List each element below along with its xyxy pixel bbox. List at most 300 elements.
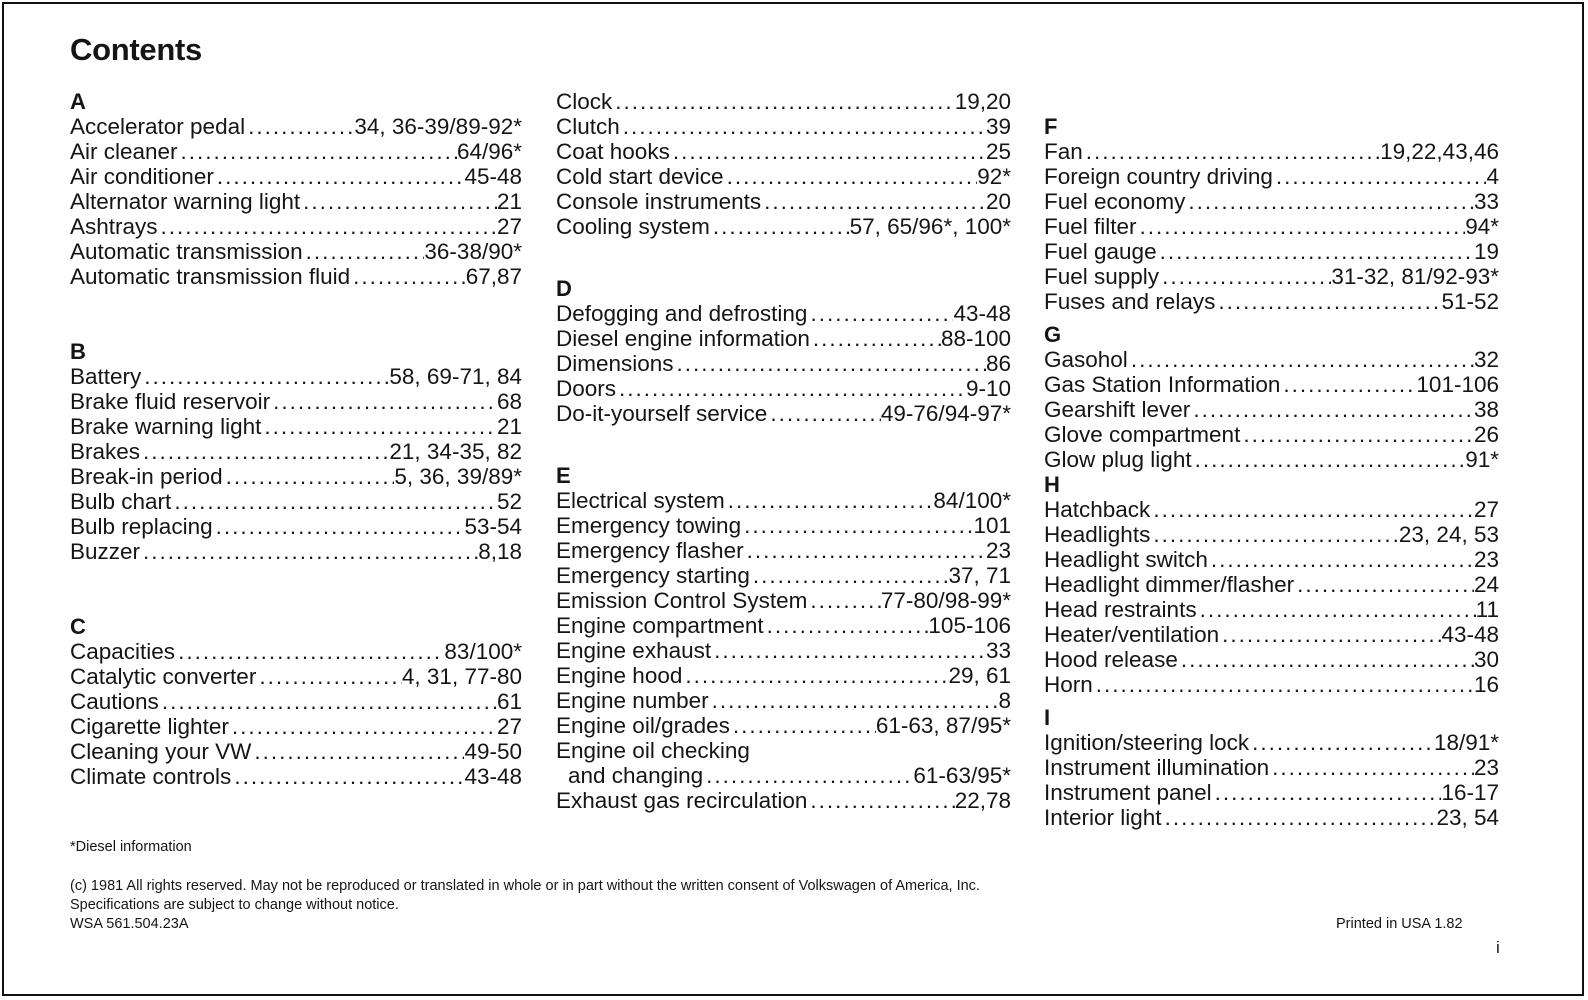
- dot-leader: [178, 639, 444, 664]
- entry-pages: 61-63/95*: [913, 763, 1011, 788]
- entry-label: Air conditioner: [70, 164, 214, 189]
- index-entry: [556, 351, 1011, 376]
- entry-pages: 68: [496, 389, 522, 414]
- section-h-entries: [1044, 497, 1499, 697]
- index-entry: [1044, 164, 1499, 189]
- entry-pages: 27: [1473, 497, 1499, 522]
- index-entry: [70, 139, 522, 164]
- dot-leader: [1218, 289, 1441, 314]
- index-entry: [556, 114, 1011, 139]
- dot-leader: [810, 788, 954, 813]
- entry-label: Gasohol: [1044, 347, 1128, 372]
- entry-label: Do-it-yourself service: [556, 401, 768, 426]
- dot-leader: [623, 114, 986, 139]
- index-entry: [70, 389, 522, 414]
- dot-leader: [161, 214, 497, 239]
- index-entry: [70, 239, 522, 264]
- entry-label: Head restraints: [1044, 597, 1197, 622]
- entry-pages: 83/100*: [444, 639, 522, 664]
- dot-leader: [1188, 189, 1474, 214]
- dot-leader: [677, 351, 986, 376]
- index-entry: [70, 164, 522, 189]
- dot-leader: [1165, 805, 1437, 830]
- entry-label: Interior light: [1044, 805, 1162, 830]
- dot-leader: [353, 264, 466, 289]
- entry-pages: 23: [985, 538, 1011, 563]
- index-page: [2, 2, 1584, 996]
- entry-label: Dimensions: [556, 351, 674, 376]
- entry-label: Clutch: [556, 114, 620, 139]
- entry-pages: 51-52: [1441, 289, 1499, 314]
- section-letter-b: B: [70, 339, 86, 364]
- section-letter-i: I: [1044, 705, 1051, 730]
- entry-pages: 22,78: [954, 788, 1011, 813]
- entry-label: Cigarette lighter: [70, 714, 229, 739]
- entry-label: Accelerator pedal: [70, 114, 246, 139]
- dot-leader: [1096, 672, 1474, 697]
- entry-label: Ashtrays: [70, 214, 158, 239]
- dot-leader: [303, 189, 497, 214]
- dot-leader: [248, 114, 354, 139]
- dot-leader: [728, 488, 934, 513]
- index-entry: [1044, 780, 1499, 805]
- section-c-entries-continued: [556, 89, 1011, 239]
- entry-pages: 21, 34-35, 82: [389, 439, 522, 464]
- section-d-entries: [556, 301, 1011, 426]
- entry-label: Glow plug light: [1044, 447, 1192, 472]
- dot-leader: [1140, 214, 1466, 239]
- entry-pages: 32: [1473, 347, 1499, 372]
- entry-pages: 58, 69-71, 84: [389, 364, 522, 389]
- entry-pages: 38: [1473, 397, 1499, 422]
- entry-label: Fan: [1044, 139, 1083, 164]
- dot-leader: [162, 689, 497, 714]
- entry-label: Bulb chart: [70, 489, 172, 514]
- section-letter-h: H: [1044, 472, 1060, 497]
- entry-pages: 23, 54: [1436, 805, 1499, 830]
- entry-label: Fuel filter: [1044, 214, 1137, 239]
- entry-label: Break-in period: [70, 464, 223, 489]
- entry-pages: 23: [1473, 755, 1499, 780]
- entry-pages: 4: [1486, 164, 1499, 189]
- entry-label: Emergency starting: [556, 563, 750, 588]
- index-entry: [1044, 647, 1499, 672]
- index-column-2: [556, 89, 1011, 813]
- entry-label: Gearshift lever: [1044, 397, 1191, 422]
- entry-label: Coat hooks: [556, 139, 670, 164]
- entry-label: Engine oil/grades: [556, 713, 730, 738]
- dot-leader: [259, 664, 402, 689]
- entry-pages: 4, 31, 77-80: [401, 664, 522, 689]
- dot-leader: [1211, 547, 1474, 572]
- index-entry: [70, 714, 522, 739]
- section-letter-a: A: [70, 89, 86, 114]
- dot-leader: [767, 613, 929, 638]
- index-entry: [1044, 622, 1499, 647]
- dot-leader: [181, 139, 457, 164]
- index-entry: [70, 464, 522, 489]
- entry-pages: 37, 71: [948, 563, 1011, 588]
- specifications-notice: Specifications are subject to change without notice.: [70, 897, 399, 913]
- index-entry: [556, 139, 1011, 164]
- entry-label: Console instruments: [556, 189, 762, 214]
- entry-pages: 16-17: [1441, 780, 1499, 805]
- index-entry: [556, 788, 1011, 813]
- dot-leader: [714, 638, 986, 663]
- entry-label: Headlights: [1044, 522, 1151, 547]
- dot-leader: [264, 414, 497, 439]
- entry-label: Gas Station Information: [1044, 372, 1281, 397]
- dot-leader: [234, 764, 464, 789]
- index-entry: [1044, 422, 1499, 447]
- dot-leader: [1200, 597, 1476, 622]
- index-entry: [556, 588, 1011, 613]
- entry-pages: 43-48: [953, 301, 1011, 326]
- entry-label: Fuel supply: [1044, 264, 1160, 289]
- index-entry: [1044, 214, 1499, 239]
- entry-pages: 33: [1473, 189, 1499, 214]
- entry-pages: 67,87: [465, 264, 522, 289]
- copyright-notice: (c) 1981 All rights reserved. May not be reproduced or translated in whole or in part without the written consent of Volkswagen of America, Inc.: [70, 878, 980, 894]
- entry-pages: 36-38/90*: [424, 239, 522, 264]
- dot-leader: [712, 688, 999, 713]
- section-letter-g: G: [1044, 322, 1062, 347]
- dot-leader: [747, 538, 986, 563]
- entry-pages: 8: [998, 688, 1011, 713]
- dot-leader: [1222, 622, 1441, 647]
- entry-pages: 91*: [1465, 447, 1499, 472]
- index-entry: [556, 401, 1011, 426]
- index-entry: [70, 664, 522, 689]
- entry-pages: 101-106: [1416, 372, 1499, 397]
- entry-label: Alternator warning light: [70, 189, 301, 214]
- index-entry: [1044, 497, 1499, 522]
- dot-leader: [1162, 264, 1331, 289]
- dot-leader: [226, 464, 395, 489]
- entry-pages: 43-48: [1441, 622, 1499, 647]
- dot-leader: [753, 563, 949, 588]
- entry-pages: 49-76/94-97*: [880, 401, 1011, 426]
- index-entry: [70, 739, 522, 764]
- entry-label: Doors: [556, 376, 617, 401]
- entry-label: Engine compartment: [556, 613, 764, 638]
- section-letter-c: C: [70, 614, 86, 639]
- index-entry: [70, 214, 522, 239]
- entry-label: Bulb replacing: [70, 514, 213, 539]
- entry-label: and changing: [568, 763, 704, 788]
- index-entry-label: Engine oil checking: [556, 738, 750, 763]
- entry-label: Emergency flasher: [556, 538, 744, 563]
- section-letter-d: D: [556, 276, 572, 301]
- index-entry: [1044, 597, 1499, 622]
- index-entry: [556, 301, 1011, 326]
- entry-pages: 25: [985, 139, 1011, 164]
- entry-label: Instrument illumination: [1044, 755, 1270, 780]
- entry-label: Capacities: [70, 639, 176, 664]
- index-entry: [70, 689, 522, 714]
- section-g-entries: [1044, 347, 1499, 472]
- entry-pages: 61-63, 87/95*: [875, 713, 1011, 738]
- entry-label: Clock: [556, 89, 613, 114]
- dot-leader: [1243, 422, 1474, 447]
- entry-pages: 26: [1473, 422, 1499, 447]
- entry-label: Brake warning light: [70, 414, 262, 439]
- index-entry: [70, 639, 522, 664]
- entry-label: Fuel gauge: [1044, 239, 1157, 264]
- entry-pages: 20: [985, 189, 1011, 214]
- entry-pages: 34, 36-39/89-92*: [354, 114, 522, 139]
- diesel-footnote: *Diesel information: [70, 839, 192, 855]
- entry-pages: 33: [985, 638, 1011, 663]
- entry-label: Brakes: [70, 439, 141, 464]
- index-entry: [556, 563, 1011, 588]
- index-entry: [556, 376, 1011, 401]
- entry-label: Ignition/steering lock: [1044, 730, 1250, 755]
- index-entry: [1044, 289, 1499, 314]
- entry-label: Foreign country driving: [1044, 164, 1273, 189]
- dot-leader: [713, 214, 850, 239]
- dot-leader: [273, 389, 497, 414]
- entry-pages: 43-48: [464, 764, 522, 789]
- dot-leader: [706, 763, 913, 788]
- entry-pages: 23, 24, 53: [1398, 522, 1499, 547]
- entry-pages: 11: [1475, 597, 1499, 622]
- page-number: i: [1496, 938, 1500, 957]
- entry-pages: 21: [496, 414, 522, 439]
- entry-pages: 19: [1473, 239, 1499, 264]
- index-entry: [556, 538, 1011, 563]
- entry-pages: 61: [496, 689, 522, 714]
- entry-label: Hatchback: [1044, 497, 1151, 522]
- dot-leader: [174, 489, 497, 514]
- dot-leader: [216, 514, 465, 539]
- printed-in: Printed in USA 1.82: [1336, 916, 1463, 932]
- entry-pages: 52: [496, 489, 522, 514]
- index-entry: [1044, 805, 1499, 830]
- index-entry: [70, 414, 522, 439]
- dot-leader: [813, 326, 941, 351]
- index-entry: [70, 264, 522, 289]
- section-a-entries: [70, 114, 522, 289]
- entry-pages: 21: [496, 189, 522, 214]
- index-entry: [556, 613, 1011, 638]
- dot-leader: [1272, 755, 1474, 780]
- index-column-3: [1044, 114, 1499, 830]
- section-f-entries: [1044, 139, 1499, 314]
- entry-label: Air cleaner: [70, 139, 178, 164]
- dot-leader: [615, 89, 954, 114]
- entry-pages: 31-32, 81/92-93*: [1331, 264, 1499, 289]
- entry-pages: 27: [496, 214, 522, 239]
- entry-pages: 53-54: [464, 514, 522, 539]
- dot-leader: [1215, 780, 1442, 805]
- entry-pages: 23: [1473, 547, 1499, 572]
- index-entry: [556, 164, 1011, 189]
- index-entry: [556, 713, 1011, 738]
- index-entry: [1044, 397, 1499, 422]
- section-letter-f: F: [1044, 114, 1058, 139]
- entry-label: Headlight dimmer/flasher: [1044, 572, 1295, 597]
- index-entry: [556, 638, 1011, 663]
- index-entry: [70, 364, 522, 389]
- entry-label: Engine exhaust: [556, 638, 712, 663]
- entry-pages: 24: [1473, 572, 1499, 597]
- dot-leader: [1276, 164, 1487, 189]
- dot-leader: [810, 301, 953, 326]
- section-i-entries: [1044, 730, 1499, 830]
- dot-leader: [1297, 572, 1474, 597]
- entry-pages: 39: [985, 114, 1011, 139]
- entry-label: Exhaust gas recirculation: [556, 788, 808, 813]
- index-entry: [1044, 189, 1499, 214]
- entry-label: Brake fluid reservoir: [70, 389, 271, 414]
- entry-label: Engine hood: [556, 663, 683, 688]
- index-entry: [70, 539, 522, 564]
- entry-label: Horn: [1044, 672, 1093, 697]
- entry-label: Automatic transmission: [70, 239, 303, 264]
- dot-leader: [770, 401, 881, 426]
- dot-leader: [232, 714, 497, 739]
- index-entry: [1044, 447, 1499, 472]
- index-entry: [1044, 347, 1499, 372]
- entry-pages: 18/91*: [1433, 730, 1499, 755]
- entry-pages: 8,18: [478, 539, 522, 564]
- dot-leader: [1160, 239, 1474, 264]
- dot-leader: [1252, 730, 1434, 755]
- entry-label: Cleaning your VW: [70, 739, 252, 764]
- dot-leader: [810, 588, 881, 613]
- entry-pages: 101: [973, 513, 1011, 538]
- entry-pages: 88-100: [940, 326, 1011, 351]
- entry-pages: 86: [985, 351, 1011, 376]
- dot-leader: [673, 139, 986, 164]
- index-entry: [1044, 572, 1499, 597]
- entry-pages: 105-106: [928, 613, 1011, 638]
- index-entry: [556, 89, 1011, 114]
- entry-label: Catalytic converter: [70, 664, 257, 689]
- entry-pages: 19,20: [954, 89, 1011, 114]
- section-letter-e: E: [556, 463, 571, 488]
- index-entry: [1044, 372, 1499, 397]
- entry-label: Defogging and defrosting: [556, 301, 808, 326]
- entry-pages: 77-80/98-99*: [880, 588, 1011, 613]
- entry-label: Fuses and relays: [1044, 289, 1216, 314]
- index-entry: [70, 439, 522, 464]
- entry-label: Instrument panel: [1044, 780, 1212, 805]
- index-entry: [1044, 139, 1499, 164]
- dot-leader: [1181, 647, 1474, 672]
- entry-label: Emission Control System: [556, 588, 808, 613]
- section-c-entries: [70, 639, 522, 789]
- dot-leader: [143, 439, 389, 464]
- entry-label: Glove compartment: [1044, 422, 1241, 447]
- index-entry: [556, 214, 1011, 239]
- entry-label: Emergency towing: [556, 513, 742, 538]
- entry-pages: 16: [1473, 672, 1499, 697]
- dot-leader: [254, 739, 464, 764]
- entry-label: Heater/ventilation: [1044, 622, 1220, 647]
- entry-pages: 27: [496, 714, 522, 739]
- index-entry: [70, 189, 522, 214]
- dot-leader: [727, 164, 978, 189]
- index-entry: [556, 663, 1011, 688]
- index-entry: [556, 688, 1011, 713]
- section-b-entries: [70, 364, 522, 564]
- entry-label: Fuel economy: [1044, 189, 1186, 214]
- entry-pages: 30: [1473, 647, 1499, 672]
- entry-pages: 29, 61: [948, 663, 1011, 688]
- dot-leader: [1086, 139, 1380, 164]
- index-entry: [1044, 730, 1499, 755]
- dot-leader: [1153, 522, 1399, 547]
- index-entry: [1044, 672, 1499, 697]
- dot-leader: [143, 539, 478, 564]
- entry-pages: 64/96*: [456, 139, 522, 164]
- index-entry: [556, 326, 1011, 351]
- index-entry: [70, 114, 522, 139]
- dot-leader: [764, 189, 986, 214]
- entry-label: Buzzer: [70, 539, 141, 564]
- entry-label: Diesel engine information: [556, 326, 810, 351]
- section-e-entries: [556, 488, 1011, 813]
- index-column-1: [70, 89, 522, 789]
- dot-leader: [1283, 372, 1416, 397]
- entry-label: Cold start device: [556, 164, 724, 189]
- entry-pages: 84/100*: [933, 488, 1011, 513]
- entry-label: Cautions: [70, 689, 159, 714]
- index-entry: [70, 489, 522, 514]
- entry-pages: 9-10: [965, 376, 1011, 401]
- entry-pages: 94*: [1465, 214, 1499, 239]
- index-entry: [556, 488, 1011, 513]
- entry-label: Engine number: [556, 688, 709, 713]
- entry-label: Hood release: [1044, 647, 1178, 672]
- index-entry: [70, 514, 522, 539]
- dot-leader: [144, 364, 389, 389]
- entry-pages: 19,22,43,46: [1380, 139, 1499, 164]
- index-entry: [1044, 755, 1499, 780]
- dot-leader: [217, 164, 465, 189]
- dot-leader: [1131, 347, 1474, 372]
- dot-leader: [733, 713, 876, 738]
- entry-label: Battery: [70, 364, 142, 389]
- dot-leader: [685, 663, 948, 688]
- dot-leader: [619, 376, 966, 401]
- page-title: Contents: [70, 32, 202, 67]
- dot-leader: [1193, 397, 1474, 422]
- index-entry: [1044, 547, 1499, 572]
- entry-pages: 57, 65/96*, 100*: [849, 214, 1011, 239]
- entry-label: Headlight switch: [1044, 547, 1208, 572]
- dot-leader: [1195, 447, 1466, 472]
- entry-pages: 45-48: [464, 164, 522, 189]
- part-number: WSA 561.504.23A: [70, 916, 189, 932]
- index-entry: [1044, 264, 1499, 289]
- index-entry: [556, 513, 1011, 538]
- entry-label: Automatic transmission fluid: [70, 264, 351, 289]
- entry-pages: 49-50: [464, 739, 522, 764]
- dot-leader: [1153, 497, 1474, 522]
- index-entry: [556, 189, 1011, 214]
- index-entry: [1044, 239, 1499, 264]
- entry-pages: 92*: [977, 164, 1011, 189]
- entry-label: Electrical system: [556, 488, 725, 513]
- dot-leader: [744, 513, 973, 538]
- index-entry: [1044, 522, 1499, 547]
- entry-label: Cooling system: [556, 214, 710, 239]
- entry-label: Climate controls: [70, 764, 232, 789]
- index-entry: [556, 763, 1011, 788]
